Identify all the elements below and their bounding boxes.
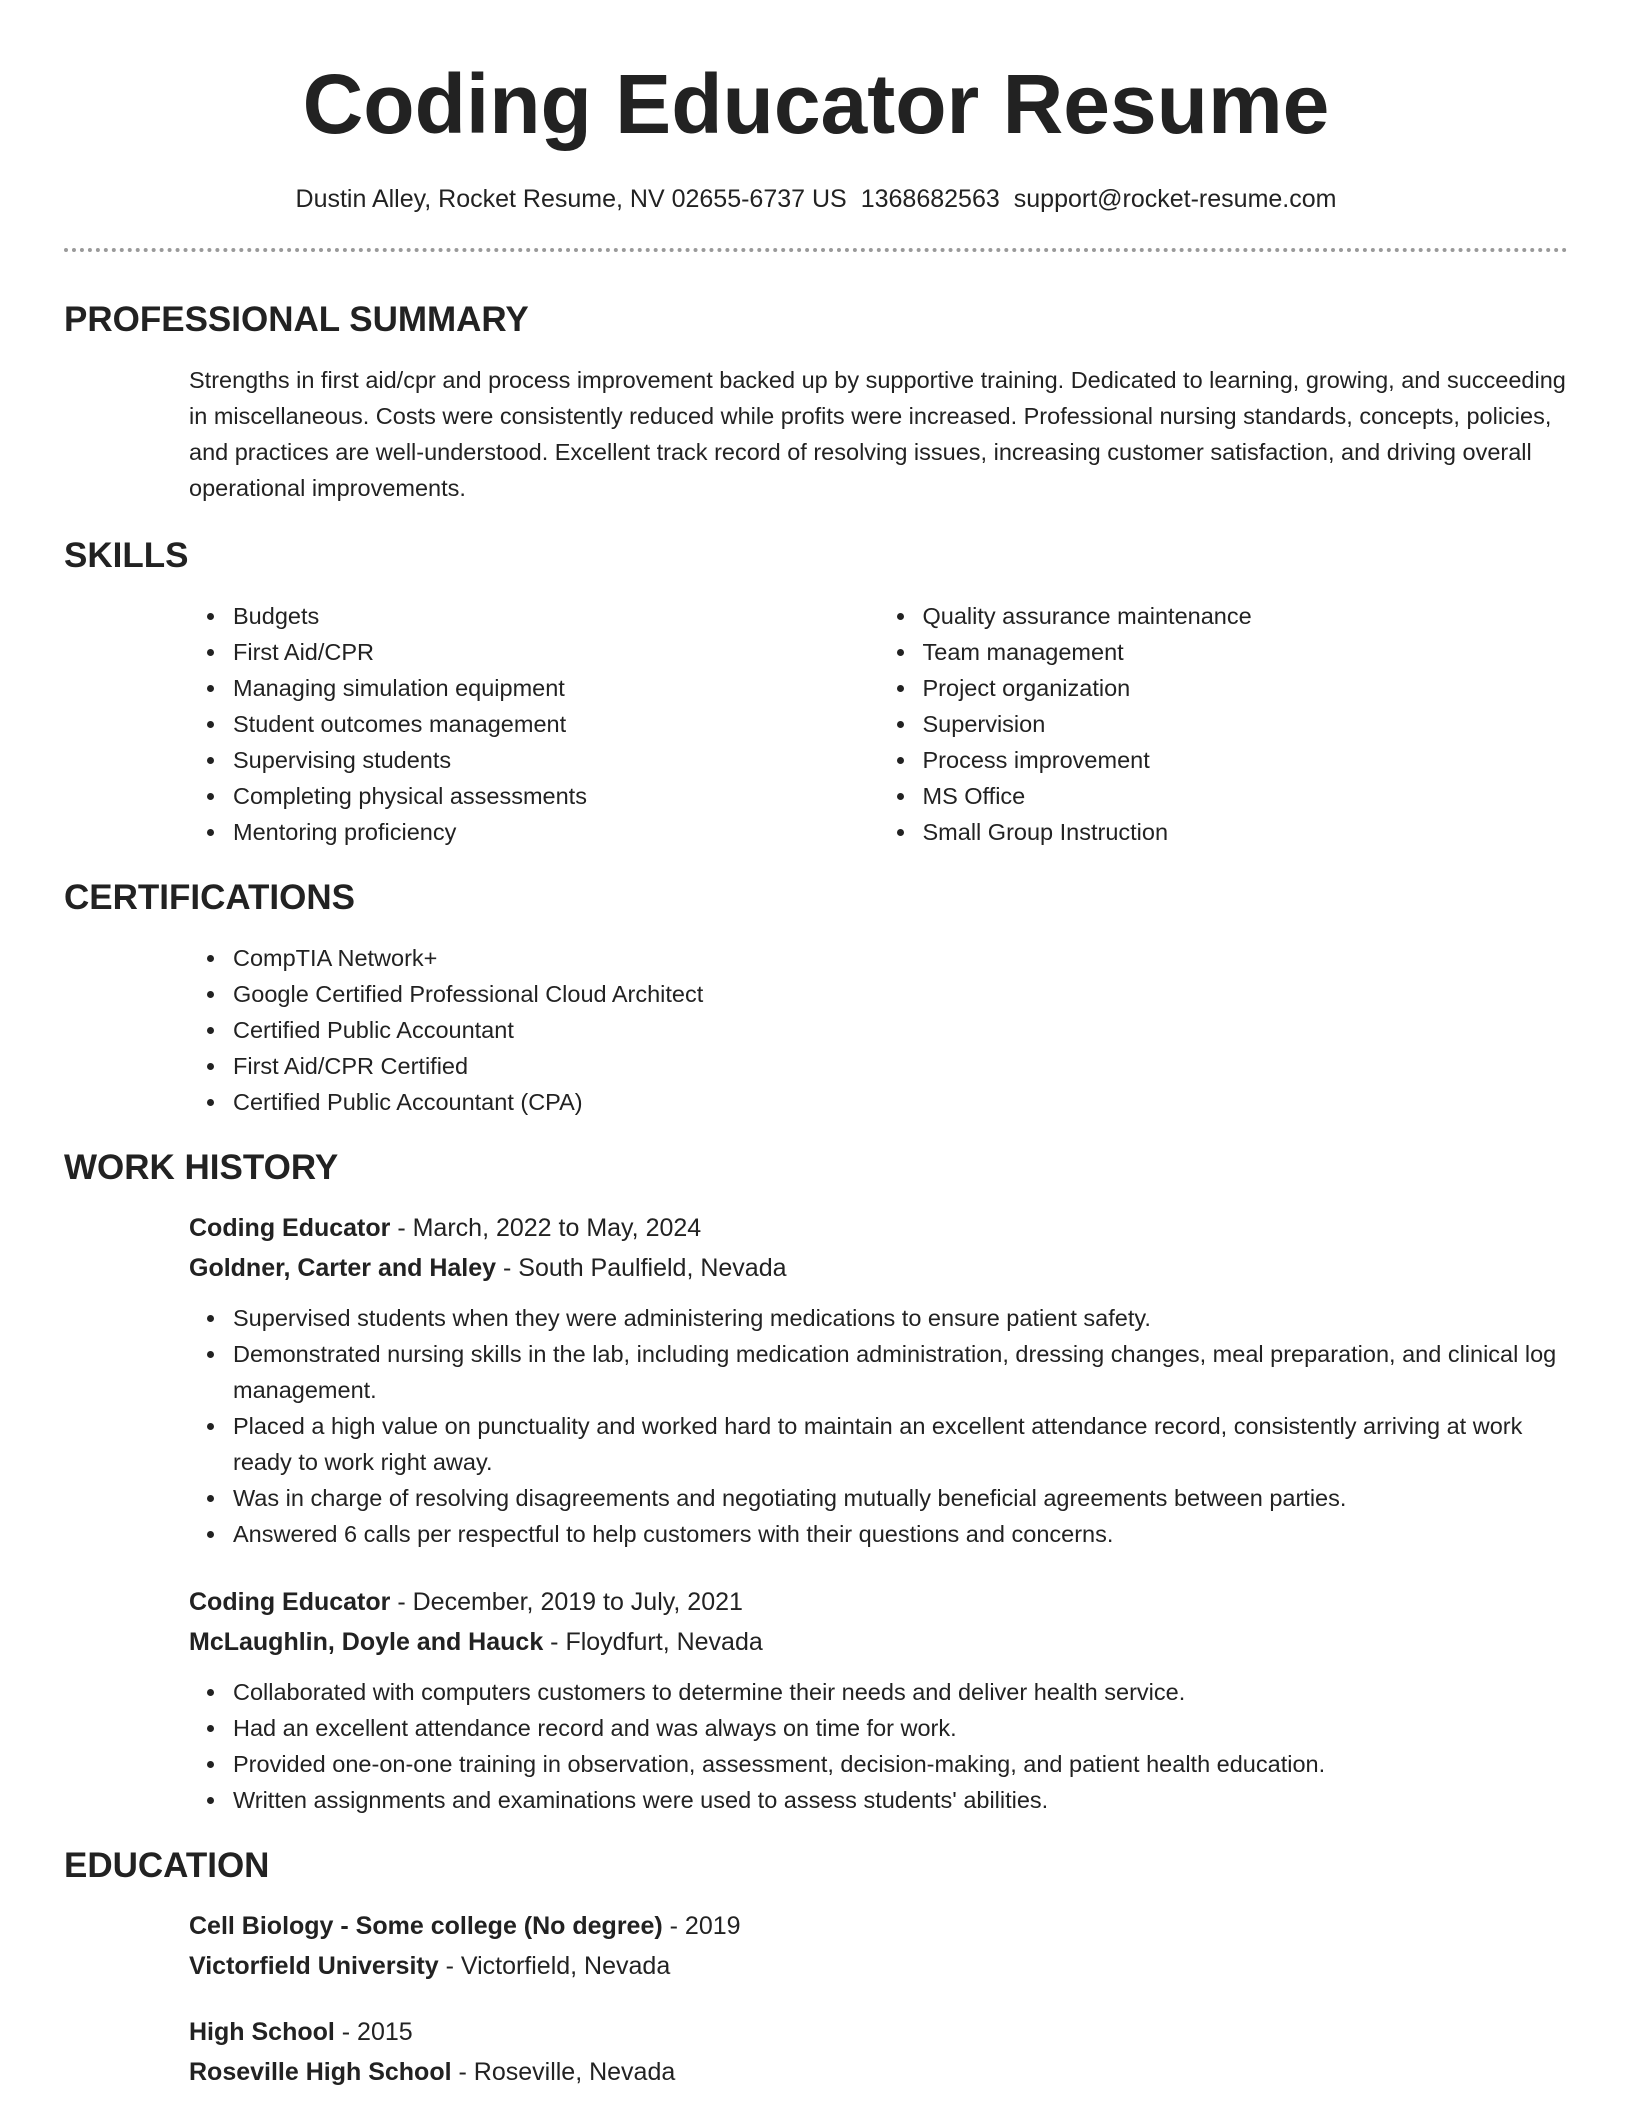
job-title-line (189, 1582, 1568, 1622)
job-bullet: Placed a high value on punctuality and worked hard to maintain an excellent attendance record, consistently arriving at work ready to work right away. (233, 1408, 1568, 1480)
job-title: Coding Educator (189, 1588, 391, 1616)
job-bullet: Answered 6 calls per respectful to help customers with their questions and concerns. (233, 1516, 1568, 1552)
contact-email: support@rocket-resume.com (1013, 185, 1337, 213)
job-bullets (189, 1300, 1568, 1552)
degree-line (189, 2012, 1568, 2052)
skills-list-right (879, 598, 1569, 850)
summary-heading: PROFESSIONAL SUMMARY (64, 300, 529, 339)
resume-title: Coding Educator Resume (302, 57, 1330, 151)
job-location: - South Paulfield, Nevada (496, 1254, 787, 1282)
certification-item: Certified Public Accountant (233, 1012, 1568, 1048)
job-company-line (189, 1622, 1568, 1662)
contact-line (64, 182, 1568, 216)
degree-year: - 2015 (334, 2018, 413, 2046)
skill-item: Mentoring proficiency (233, 814, 879, 850)
job-company-line (189, 1248, 1568, 1288)
skills-columns (64, 598, 1568, 850)
skill-item: Project organization (923, 670, 1569, 706)
skills-section (64, 534, 1568, 850)
skill-item: Student outcomes management (233, 706, 879, 742)
certifications-body (64, 940, 1568, 1120)
education-entry (64, 1906, 1568, 1986)
skill-item: Small Group Instruction (923, 814, 1569, 850)
school-line (189, 1946, 1568, 1986)
skills-heading: SKILLS (64, 536, 189, 575)
job-dates: - March, 2022 to May, 2024 (390, 1214, 702, 1242)
job-bullets (189, 1674, 1568, 1818)
skill-item: Quality assurance maintenance (923, 598, 1569, 634)
education-entry (64, 2012, 1568, 2092)
school-location: - Victorfield, Nevada (438, 1952, 671, 1980)
education-heading: EDUCATION (64, 1846, 270, 1885)
summary-section (64, 298, 1568, 506)
job-location: - Floydfurt, Nevada (543, 1628, 763, 1656)
skill-item: Supervising students (233, 742, 879, 778)
skill-item: Budgets (233, 598, 879, 634)
skill-item: MS Office (923, 778, 1569, 814)
skills-list-left (189, 598, 879, 850)
certifications-list (189, 940, 1568, 1120)
job-bullet: Demonstrated nursing skills in the lab, including medication administration, dressing changes, meal preparation, and clinical log management. (233, 1336, 1568, 1408)
degree-name: High School (189, 2018, 335, 2046)
work-history-section (64, 1146, 1568, 1818)
job-bullet: Provided one-on-one training in observation, assessment, decision-making, and patient health education. (233, 1746, 1568, 1782)
job-dates: - December, 2019 to July, 2021 (390, 1588, 743, 1616)
degree-line (189, 1906, 1568, 1946)
school-name: Roseville High School (189, 2058, 452, 2086)
skill-item: First Aid/CPR (233, 634, 879, 670)
skill-item: Completing physical assessments (233, 778, 879, 814)
job-bullet: Was in charge of resolving disagreements and negotiating mutually beneficial agreements between parties. (233, 1480, 1568, 1516)
school-location: - Roseville, Nevada (451, 2058, 676, 2086)
certification-item: CompTIA Network+ (233, 940, 1568, 976)
education-section (64, 1844, 1568, 2092)
certifications-section (64, 876, 1568, 1120)
job-entry (64, 1208, 1568, 1552)
skill-item: Supervision (923, 706, 1569, 742)
certification-item: Certified Public Accountant (CPA) (233, 1084, 1568, 1120)
skill-item: Process improvement (923, 742, 1569, 778)
job-bullet: Written assignments and examinations were used to assess students' abilities. (233, 1782, 1568, 1818)
certifications-heading: CERTIFICATIONS (64, 878, 356, 917)
degree-year: - 2019 (662, 1912, 741, 1940)
certification-item: Google Certified Professional Cloud Architect (233, 976, 1568, 1012)
contact-phone: 1368682563 (860, 185, 1000, 213)
job-entry (64, 1582, 1568, 1818)
job-bullet: Collaborated with computers customers to determine their needs and deliver health service. (233, 1674, 1568, 1710)
degree-name: Cell Biology - Some college (No degree) (189, 1912, 663, 1940)
skill-item: Managing simulation equipment (233, 670, 879, 706)
skill-item: Team management (923, 634, 1569, 670)
job-company: McLaughlin, Doyle and Hauck (189, 1628, 544, 1656)
job-company: Goldner, Carter and Haley (189, 1254, 497, 1282)
school-line (189, 2052, 1568, 2092)
job-title-line (189, 1208, 1568, 1248)
job-bullet: Had an excellent attendance record and was always on time for work. (233, 1710, 1568, 1746)
certification-item: First Aid/CPR Certified (233, 1048, 1568, 1084)
job-bullet: Supervised students when they were administering medications to ensure patient safety. (233, 1300, 1568, 1336)
contact-address: Dustin Alley, Rocket Resume, NV 02655-6737 US (295, 185, 847, 213)
work-history-heading: WORK HISTORY (64, 1148, 339, 1187)
summary-text: Strengths in first aid/cpr and process improvement backed up by supportive training. Dedicated to learning, growing, and succeeding in miscellaneous. Costs were consistently reduced while profits were increased. Professional nursing standards, concepts, policies, and practices are well-understood. Excellent track record of resolving issues, increasing customer satisfaction, and driving overall operational improvements. (189, 367, 1566, 501)
header-divider (64, 248, 1568, 252)
job-title: Coding Educator (189, 1214, 391, 1242)
school-name: Victorfield University (189, 1952, 439, 1980)
